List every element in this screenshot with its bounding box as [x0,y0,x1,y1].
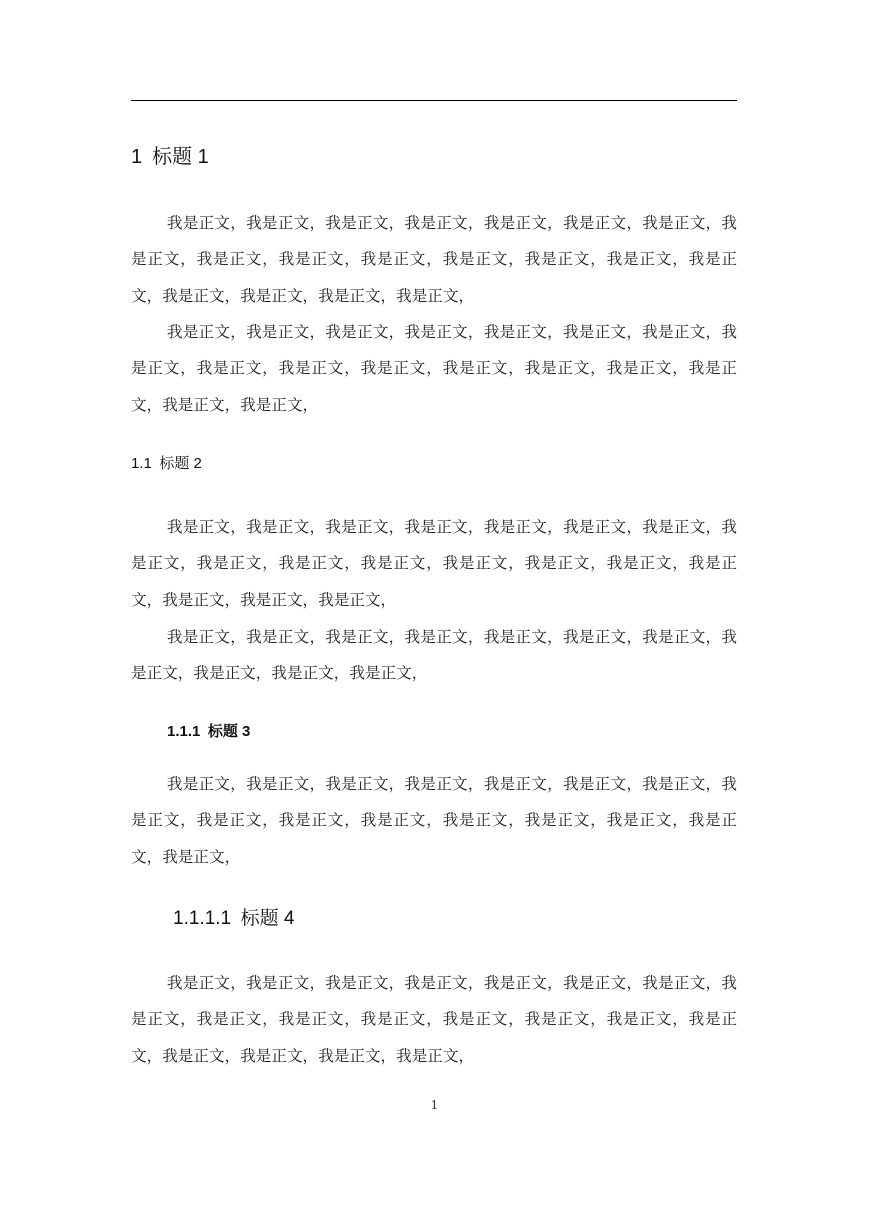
heading-3-text: 标题 3 [207,723,251,740]
heading-4 [173,903,294,930]
heading-4-text: 标题 4 [240,908,295,929]
heading-4-number: 1.1.1.1 [173,908,232,929]
page-number: 1 [430,1098,439,1112]
body-paragraph-6: 我是正文，我是正文，我是正文，我是正文，我是正文，我是正文，我是正文，我是正文，我是正文，我是正文，我是正文，我是正文，我是正文，我是正文，我是正文，我是正文，我是正文，我是正文，我是正文， [131,974,737,1065]
heading-2 [131,452,202,473]
body-paragraph-1: 我是正文，我是正文，我是正文，我是正文，我是正文，我是正文，我是正文，我是正文，我是正文，我是正文，我是正文，我是正文，我是正文，我是正文，我是正文，我是正文，我是正文，我是正文，我是正文， [131,214,737,305]
heading-3 [167,720,250,741]
body-paragraph-4: 我是正文，我是正文，我是正文，我是正文，我是正文，我是正文，我是正文，我是正文，我是正文，我是正文，我是正文， [131,628,737,683]
heading-1-text: 标题 1 [152,146,209,168]
heading-3-number: 1.1.1 [167,723,201,740]
header-rule [131,100,737,101]
heading-2-number: 1.1 [131,455,152,472]
heading-2-text: 标题 2 [159,455,202,472]
heading-1-number: 1 [131,146,143,168]
body-paragraph-2: 我是正文，我是正文，我是正文，我是正文，我是正文，我是正文，我是正文，我是正文，我是正文，我是正文，我是正文，我是正文，我是正文，我是正文，我是正文，我是正文，我是正文， [131,323,737,414]
body-paragraph-5: 我是正文，我是正文，我是正文，我是正文，我是正文，我是正文，我是正文，我是正文，我是正文，我是正文，我是正文，我是正文，我是正文，我是正文，我是正文，我是正文， [131,775,737,866]
body-paragraph-3: 我是正文，我是正文，我是正文，我是正文，我是正文，我是正文，我是正文，我是正文，我是正文，我是正文，我是正文，我是正文，我是正文，我是正文，我是正文，我是正文，我是正文，我是正文， [131,518,737,609]
heading-1 [131,140,209,169]
